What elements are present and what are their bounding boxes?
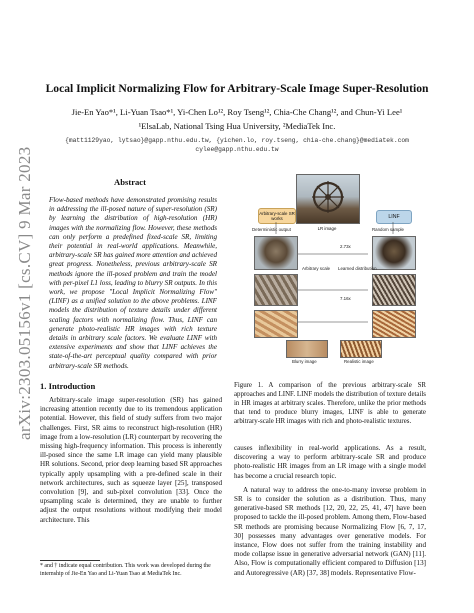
author-list: Jie-En Yao*¹, Li-Yuan Tsao*¹, Yi-Chen Lo¹², Roy Tseng¹², Chia-Che Chang¹², and Chun-Yi Lee¹ <box>71 107 403 117</box>
footnote-divider <box>40 560 100 561</box>
email-line-1: {matt1129yao, lytsao}@gapp.nthu.edu.tw, {yichen.lo, roy.tseng, chia-che.chang}@mediatek.com <box>65 137 409 144</box>
introduction-paragraph: Arbitrary-scale image super-resolution (SR) has gained increasing attention recently due to its tremendous application potential. However, this field of study suffers from two major challenges. First, SR aims to reconstruct high-resolution (HR) image from a low-resolution (LR) counterpart by recovering the missing high-frequency information. This process is inherently ill-posed since the same LR image can yield many plausible HR solutions. Second, prior deep learning based SR approaches typically apply upsampling with a pre-defined scale in their network architectures, such as squeeze layer [25], transposed convolution [9], and sub-pixel convolution [33]. Once the upsampling scale is determined, they are unable to further adjust the output resolutions without modifying their model architecture. This <box>40 396 223 524</box>
random-sample-label: Random sample <box>372 227 404 232</box>
right-paragraph-1: causes inflexibility in real-world applications. As a result, discovering a way to perform arbitrary-scale SR and produce photo-realistic HR images from an LR image with a single model has become a crucial research topic. <box>234 444 426 480</box>
right-paragraph-2: A natural way to address the one-to-many inverse problem in SR is to consider the solution as a distribution. Thus, many generative-based SR methods [12, 20, 22, 25, 41, 47] have been proposed to tackle the ill-posed problem. Among them, Flow-based SR methods are promising because Normalizing Flow [6, 7, 17, 30] possesses many advantages over generative models. For instance, Flow does not suffer from the training instability and mode collapse issue in generative adversarial network (GAN) [11]. Also, Flow is computationally efficient compared to Diffusion [13] and Autoregressive (AR) [37, 38] models. Representative Flow- <box>234 485 426 577</box>
lr-image-label: LR image <box>317 226 337 231</box>
realistic-crop-image <box>340 340 382 358</box>
paper-title: Local Implicit Normalizing Flow for Arbitrary-Scale Image Super-Resolution <box>45 82 429 95</box>
deterministic-output-label: Deterministic output <box>252 227 291 232</box>
scale-label-2: 7.16x <box>340 296 351 301</box>
arbitrary-scale-label: Arbitrary scale <box>302 266 331 271</box>
footnote: * and † indicate equal contribution. This work was developed during the internship of Jie-En Yao and Li-Yuan Tsao at MediaTek Inc. <box>40 563 211 577</box>
arxiv-identifier: arXiv:2303.05156v1 [cs.CV] 9 Mar 2023 <box>15 146 34 440</box>
right-output-image-2 <box>372 274 416 306</box>
figure-caption: Figure 1. A comparison of the previous arbitrary-scale SR approaches and LINF. LINF models the distribution of texture details in HR images at arbitrary scales. Therefore, unlike the prior methods that tend to produce blurry images, LINF is able to generate arbitrary-scale HR images with rich and photo-realistic textures. <box>234 382 426 425</box>
left-output-image-3 <box>254 310 298 338</box>
abstract-heading: Abstract <box>114 177 146 187</box>
linf-box: LINF <box>376 210 412 224</box>
realistic-image-label: Realistic image <box>344 359 374 364</box>
figure-1 <box>248 170 422 370</box>
abstract-text: Flow-based methods have demonstrated promising results in addressing the ill-posed nature of super-resolution (SR) by learning the distribution of high-resolution (HR) images with the normalizing flow. However, these methods can only perform a predefined fixed-scale SR, limiting their potential in real-world applications. Meanwhile, arbitrary-scale SR has gained more attention and achieved great progress. Nonetheless, previous arbitrary-scale SR methods ignore the ill-posed problem and train the model with per-pixel L1 loss, leading to blurry SR outputs. In this work, we propose "Local Implicit Normalizing Flow" (LINF) as a unified solution to the above problems. LINF models the distribution of texture details under different scaling factors with normalizing flow. Thus, LINF can generate photo-realistic HR images with rich texture details in arbitrary scale factors. We evaluate LINF with extensive experiments and show that LINF achieves the state-of-the-art perceptual quality compared with prior arbitrary-scale SR methods. <box>49 196 217 370</box>
blurry-crop-image <box>286 340 328 358</box>
right-output-image-3 <box>372 310 416 338</box>
affiliations: ¹ElsaLab, National Tsing Hua University, ²MediaTek Inc. <box>138 121 336 131</box>
lr-thumbnail-image <box>296 174 360 224</box>
right-column-text <box>234 444 426 578</box>
email-line-2: cylee@gapp.nthu.edu.tw <box>195 146 279 153</box>
left-output-image-1 <box>254 236 298 270</box>
scale-label-1: 2.73x <box>340 244 351 249</box>
blurry-image-label: Blurry image <box>292 359 317 364</box>
left-output-image-2 <box>254 274 298 306</box>
right-output-image-1 <box>372 236 416 270</box>
arbitrary-scale-sr-box: Arbitrary-scale SR works <box>258 208 296 224</box>
introduction-text <box>40 396 222 525</box>
learned-distribution-label: Learned distribution <box>338 266 377 271</box>
introduction-heading: 1. Introduction <box>40 381 96 391</box>
